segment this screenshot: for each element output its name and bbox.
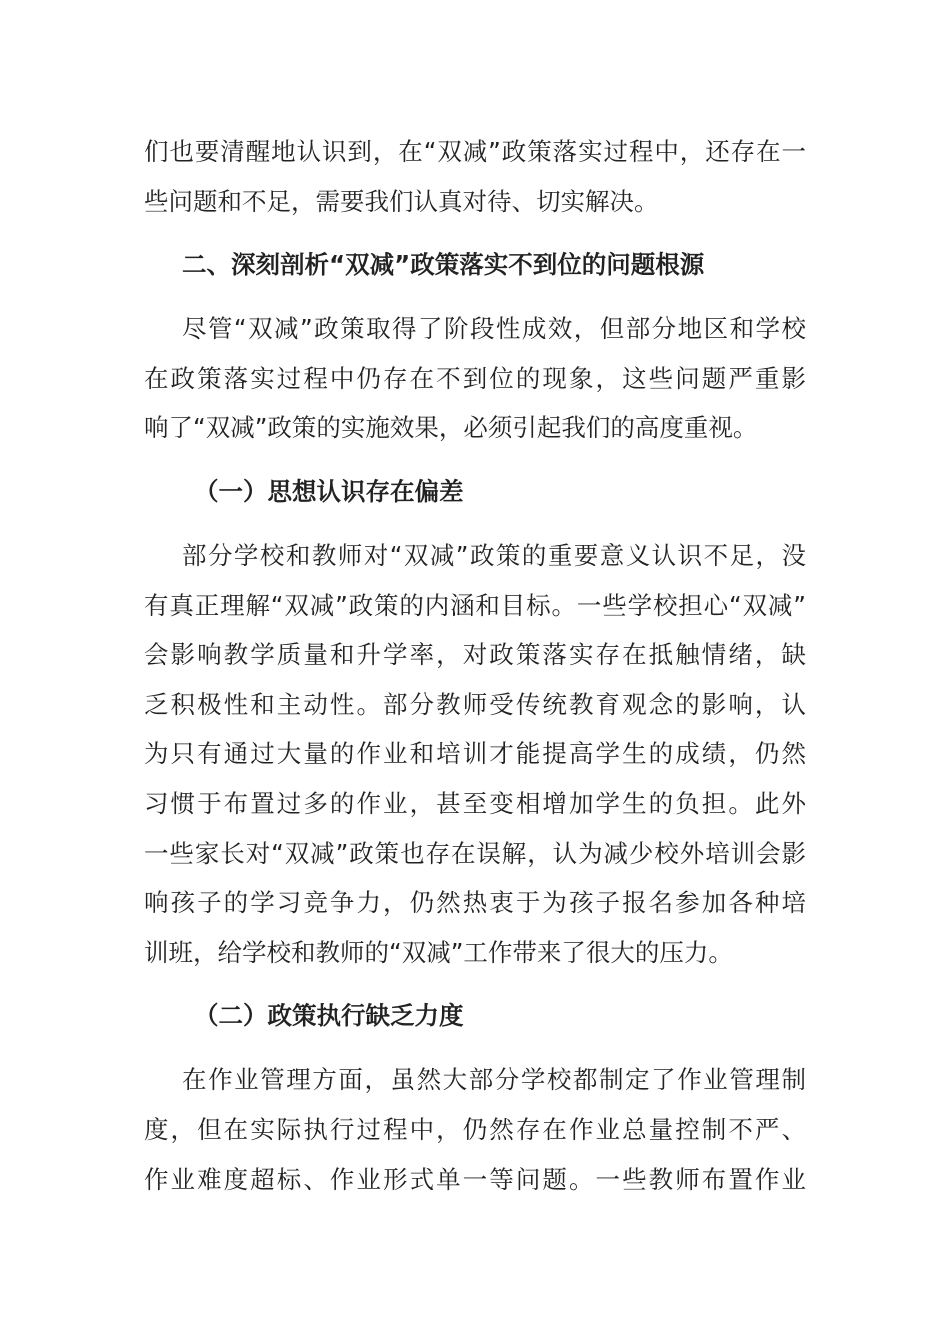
text-line: 有真正理解“双减”政策的内涵和目标。一些学校担心“双减” <box>144 590 806 620</box>
text-line: 作业难度超标、作业形式单一等问题。一些教师布置作业 <box>144 1164 806 1194</box>
text-line: 响了“双减”政策的实施效果，必须引起我们的高度重视。 <box>144 413 758 443</box>
spacer <box>144 226 806 234</box>
text-line: 乏积极性和主动性。部分教师受传统教育观念的影响，认 <box>144 689 806 719</box>
spacer <box>144 977 806 985</box>
subsection-heading: （二）政策执行缺乏力度 <box>194 1001 464 1031</box>
text-line: 为只有通过大量的作业和培训才能提高学生的成绩，仍然 <box>144 739 806 769</box>
paragraph-subsection-1 <box>144 531 806 977</box>
text-line: 会影响教学质量和升学率，对政策落实存在抵触情绪，缺 <box>144 640 806 670</box>
text-line: 习惯于布置过多的作业，甚至变相增加学生的负担。此外 <box>144 788 806 818</box>
spacer <box>144 523 806 531</box>
text-line: 些问题和不足，需要我们认真对待、切实解决。 <box>144 186 659 216</box>
text-line: 在政策落实过程中仍存在不到位的现象，这些问题严重影 <box>144 363 806 393</box>
text-line: 一些家长对“双减”政策也存在误解，认为减少校外培训会影 <box>144 838 806 868</box>
text-line: 部分学校和教师对“双减”政策的重要意义认识不足，没 <box>182 540 806 570</box>
text-line: 响孩子的学习竞争力，仍然热衷于为孩子报名参加各种培 <box>144 888 806 918</box>
text-line: 在作业管理方面，虽然大部分学校都制定了作业管理制 <box>182 1065 806 1095</box>
subsection-heading: （一）思想认识存在偏差 <box>194 476 464 506</box>
section-heading: 二、深刻剖析“双减”政策落实不到位的问题根源 <box>182 250 705 280</box>
paragraph-intro-tail <box>144 127 806 226</box>
text-line: 尽管“双减”政策取得了阶段性成效，但部分地区和学校 <box>182 314 806 344</box>
text-line: 度，但在实际执行过程中，仍然存在作业总量控制不严、 <box>144 1114 806 1144</box>
document-body <box>144 127 806 1204</box>
paragraph-section2-intro <box>144 304 806 453</box>
spacer <box>144 453 806 461</box>
text-line: 们也要清醒地认识到，在“双减”政策落实过程中，还存在一 <box>144 137 806 166</box>
spacer <box>144 1047 806 1055</box>
spacer <box>144 296 806 304</box>
text-line: 训班，给学校和教师的“双减”工作带来了很大的压力。 <box>144 937 733 967</box>
paragraph-subsection-2 <box>144 1055 806 1204</box>
